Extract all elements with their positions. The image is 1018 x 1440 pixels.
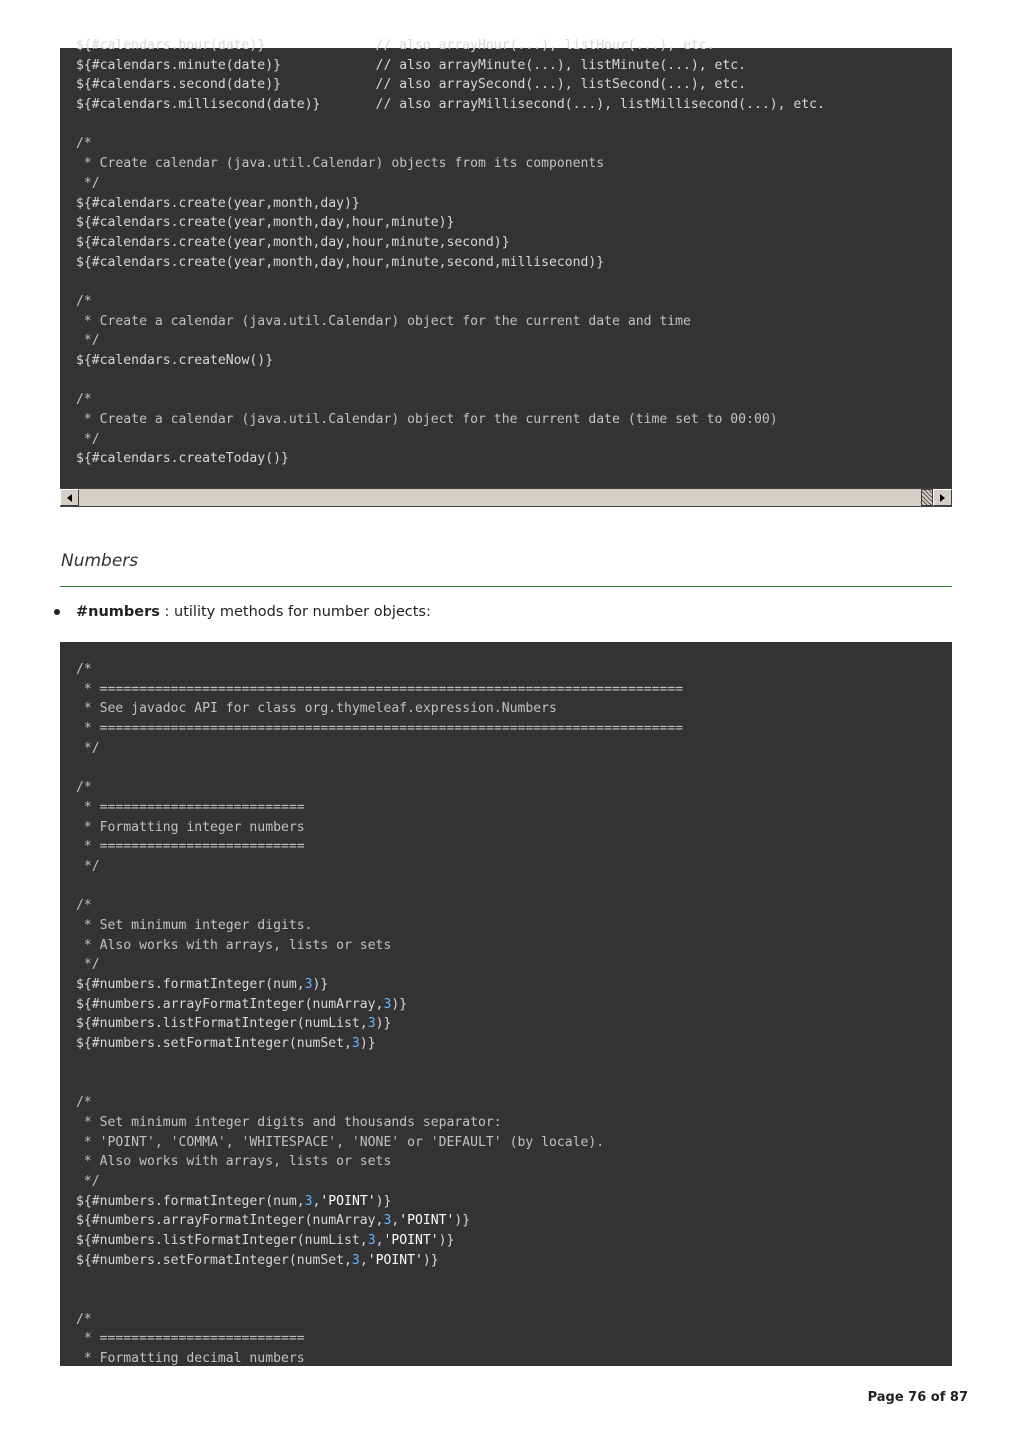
scroll-left-button[interactable] [60, 489, 79, 506]
code-line: ${#calendars.second(date)} // also arraySecond(...), listSecond(...), etc. [76, 77, 747, 93]
code-line: ${#calendars.createToday()} [76, 451, 289, 467]
code-line: * Set minimum integer digits and thousands separator: [76, 1114, 502, 1130]
code-line: ${#numbers.arrayFormatInteger(numArray,3,'POINT')} [76, 1213, 471, 1229]
bullet-item [54, 604, 431, 620]
code-line: */ [76, 333, 100, 349]
code-listing [60, 36, 825, 469]
code-line [76, 758, 683, 778]
code-line: * Also works with arrays, lists or sets [76, 1154, 392, 1170]
code-line: /* [76, 136, 92, 152]
section-heading: Numbers [61, 551, 139, 571]
arrow-left-icon [67, 494, 72, 502]
code-line: ${#calendars.create(year,month,day)} [76, 195, 360, 211]
code-line: ${#calendars.millisecond(date)} // also arrayMillisecond(...), listMillisecond(...), etc. [76, 97, 825, 113]
bullet-dot-icon [54, 609, 60, 615]
code-line: */ [76, 858, 100, 874]
code-line: /* [76, 1095, 92, 1111]
code-line: * ========================== [76, 839, 305, 855]
code-line: * ========================== [76, 799, 305, 815]
code-line: /* [76, 293, 92, 309]
code-line: ${#calendars.create(year,month,day,hour,minute,second,millisecond)} [76, 254, 605, 270]
code-line [76, 877, 683, 897]
code-line: */ [76, 431, 100, 447]
code-block-numbers [60, 642, 952, 1366]
bullet-term: #numbers [76, 604, 160, 620]
code-line: ${#numbers.arrayFormatInteger(numArray,3)} [76, 996, 408, 1012]
code-line: * Formatting integer numbers [76, 819, 305, 835]
code-line: */ [76, 175, 100, 191]
code-line: ${#calendars.minute(date)} // also arrayMinute(...), listMinute(...), etc. [76, 57, 747, 73]
code-listing [60, 660, 683, 1369]
code-line [76, 1270, 683, 1290]
code-line: * Also works with arrays, lists or sets [76, 937, 392, 953]
code-line: * See javadoc API for class org.thymeleaf.expression.Numbers [76, 701, 557, 717]
code-line [76, 115, 825, 135]
code-line [76, 1054, 683, 1074]
code-line [76, 1290, 683, 1310]
scroll-thumb[interactable] [921, 489, 933, 506]
section-divider [60, 586, 952, 587]
code-line: ${#numbers.formatInteger(num,3,'POINT')} [76, 1193, 392, 1209]
code-line: /* [76, 898, 92, 914]
bullet-text: : utility methods for number objects: [159, 604, 431, 620]
horizontal-scrollbar[interactable] [60, 488, 952, 507]
code-line [76, 1073, 683, 1093]
code-line: * Create a calendar (java.util.Calendar) object for the current date (time set to 00:00) [76, 412, 778, 428]
code-line: ${#calendars.createNow()} [76, 353, 274, 368]
code-line: */ [76, 1173, 100, 1189]
code-line: * ========================================================================== [76, 721, 683, 737]
scroll-right-button[interactable] [933, 489, 952, 506]
arrow-right-icon [940, 494, 945, 502]
code-line: */ [76, 957, 100, 973]
code-line: ${#calendars.hour(date)} // also arrayHour(...), listHour(...), etc. [76, 38, 715, 53]
code-line [76, 272, 825, 292]
page-number: Page 76 of 87 [867, 1390, 968, 1405]
code-line: * 'POINT', 'COMMA', 'WHITESPACE', 'NONE' or 'DEFAULT' (by locale). [76, 1134, 605, 1150]
code-line: ${#calendars.create(year,month,day,hour,minute)} [76, 215, 455, 231]
code-line: /* [76, 662, 92, 677]
code-line: /* [76, 1311, 92, 1327]
code-line: /* [76, 392, 92, 408]
code-line [76, 371, 825, 391]
code-line: ${#numbers.setFormatInteger(numSet,3,'POINT')} [76, 1252, 439, 1268]
code-block-calendars [60, 38, 952, 488]
code-line: * Set minimum integer digits. [76, 917, 313, 933]
code-line: ${#numbers.setFormatInteger(numSet,3)} [76, 1036, 376, 1052]
code-line: * Create calendar (java.util.Calendar) objects from its components [76, 156, 605, 172]
code-line: * Formatting decimal numbers [76, 1351, 305, 1367]
code-line: */ [76, 740, 100, 756]
code-line: * ========================== [76, 1331, 305, 1347]
scroll-track[interactable] [79, 489, 921, 506]
code-line: ${#numbers.listFormatInteger(numList,3,'POINT')} [76, 1232, 455, 1248]
code-line: ${#calendars.create(year,month,day,hour,minute,second)} [76, 234, 510, 250]
code-line: ${#numbers.formatInteger(num,3)} [76, 977, 329, 992]
code-line: /* [76, 780, 92, 796]
code-line: ${#numbers.listFormatInteger(numList,3)} [76, 1016, 392, 1032]
code-line: * Create a calendar (java.util.Calendar) object for the current date and time [76, 313, 691, 329]
code-line: * ========================================================================== [76, 681, 683, 697]
